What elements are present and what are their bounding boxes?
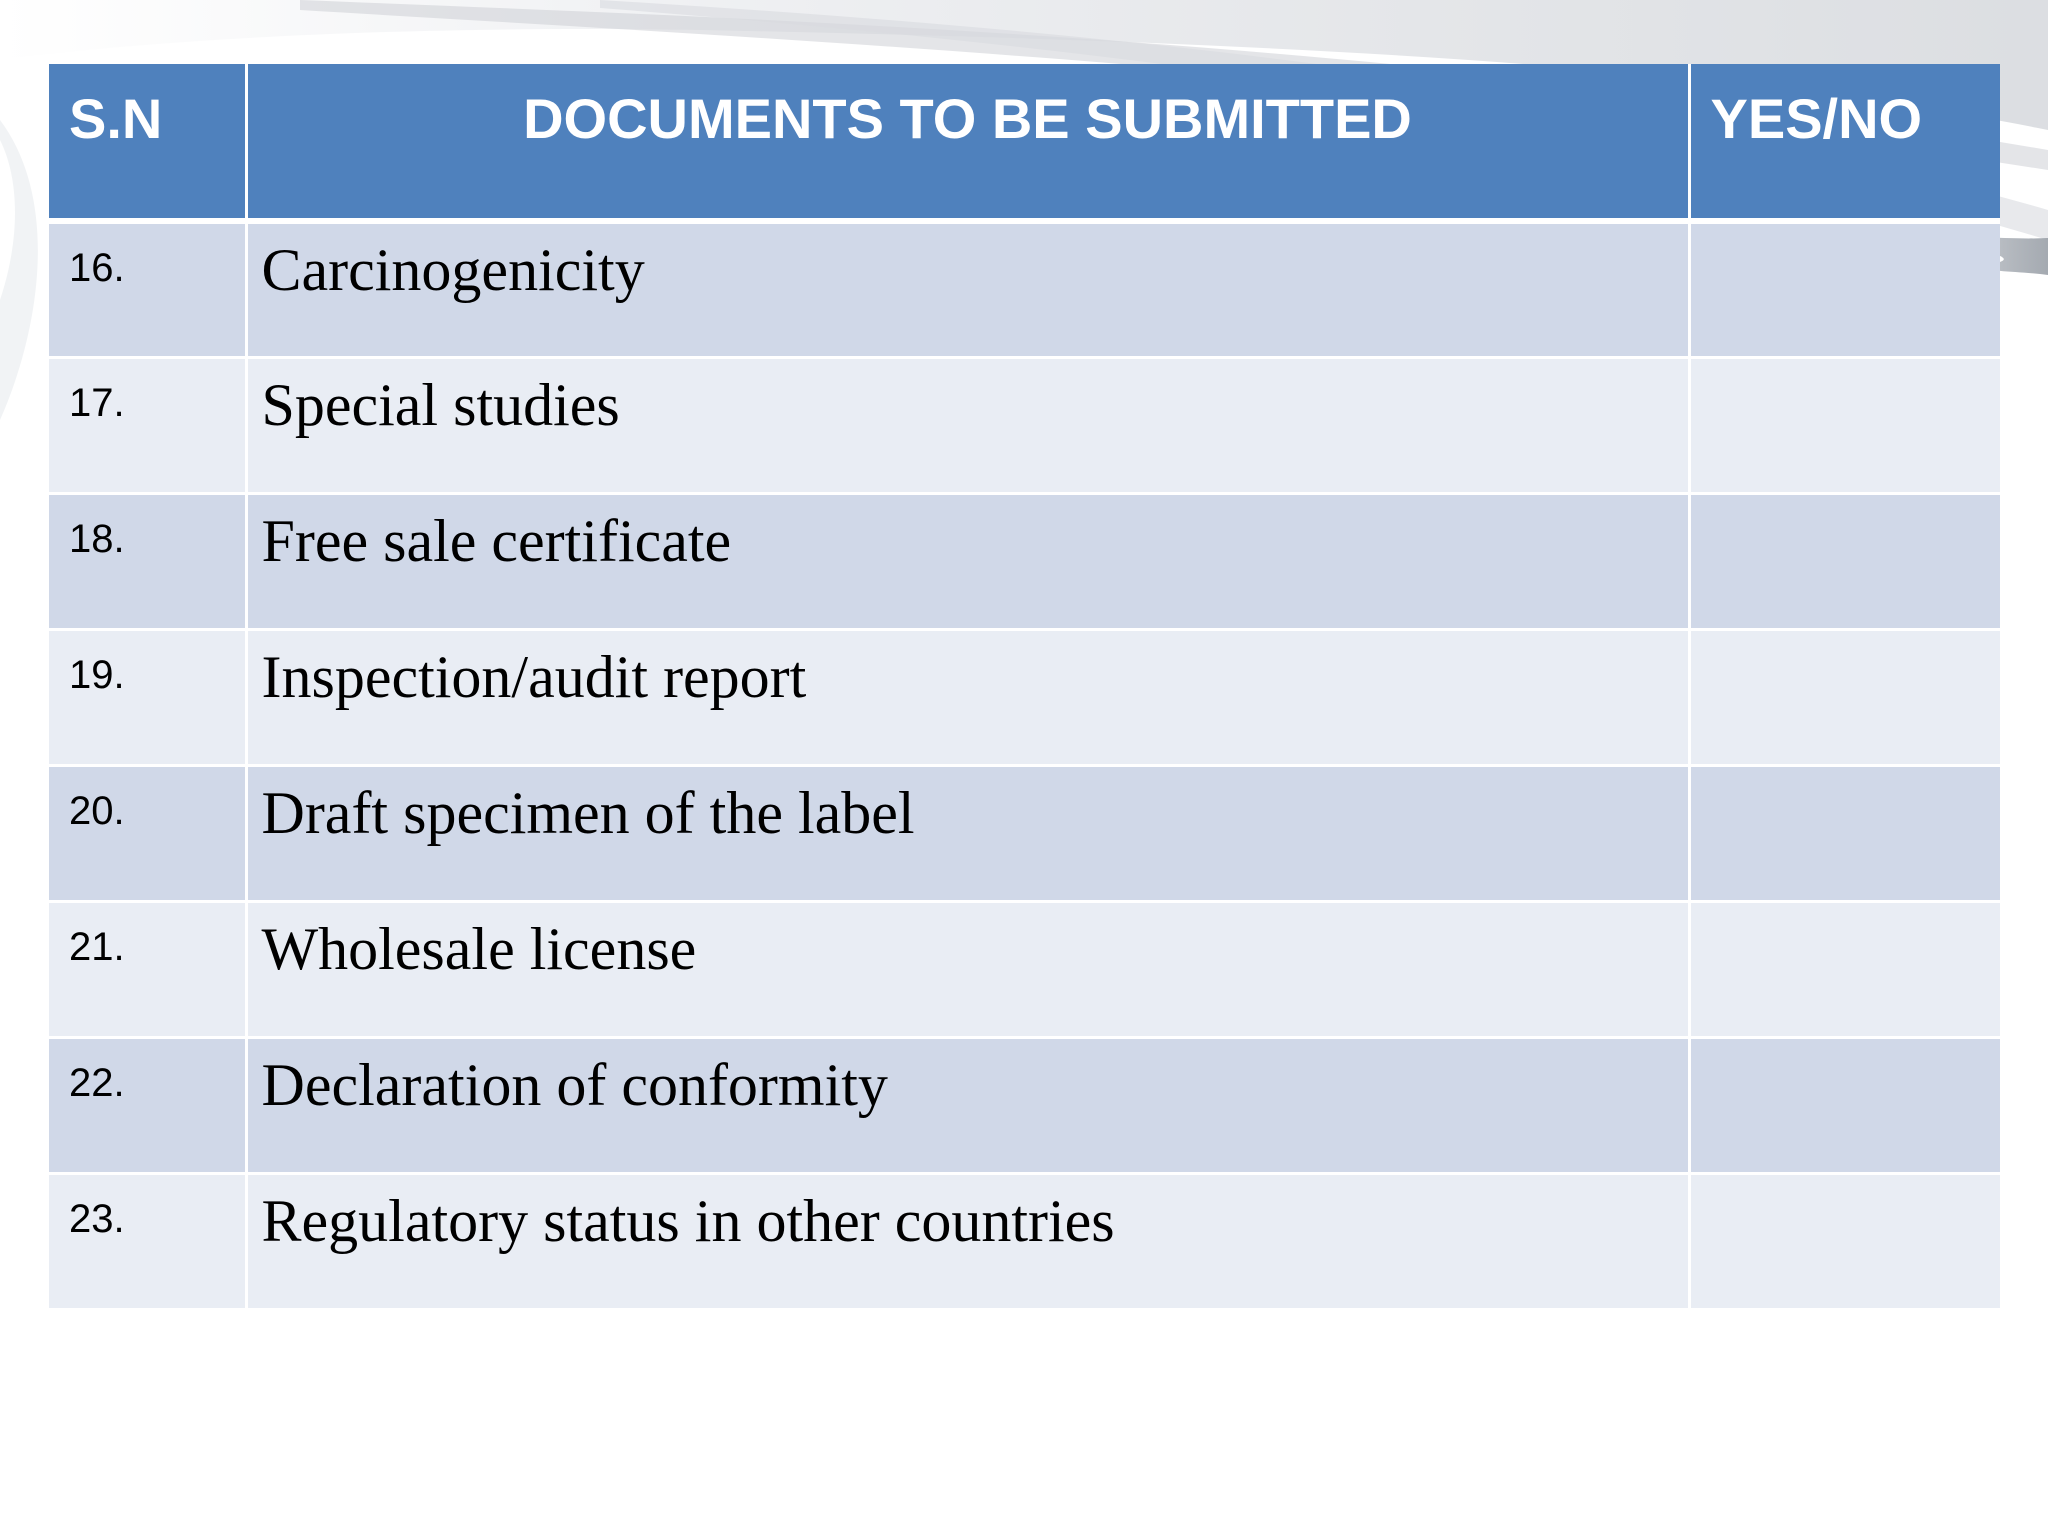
header-yes-no: YES/NO [1689, 64, 2000, 221]
row-serial-number: 16. [49, 221, 246, 357]
header-documents: DOCUMENTS TO BE SUBMITTED [246, 64, 1689, 221]
row-document-name: Special studies [246, 357, 1689, 493]
row-yes-no-cell[interactable] [1689, 1173, 2000, 1309]
row-document-name: Free sale certificate [246, 493, 1689, 629]
row-serial-number: 18. [49, 493, 246, 629]
documents-table [49, 64, 2000, 1311]
row-yes-no-cell[interactable] [1689, 1037, 2000, 1173]
row-serial-number: 23. [49, 1173, 246, 1309]
row-yes-no-cell[interactable] [1689, 357, 2000, 493]
row-yes-no-cell[interactable] [1689, 765, 2000, 901]
row-yes-no-cell[interactable] [1689, 629, 2000, 765]
row-yes-no-cell[interactable] [1689, 901, 2000, 1037]
table-row [49, 357, 2000, 493]
table-row [49, 629, 2000, 765]
table-row [49, 493, 2000, 629]
table-body [49, 221, 2000, 1309]
row-serial-number: 21. [49, 901, 246, 1037]
header-row [49, 64, 2000, 221]
table-row [49, 1037, 2000, 1173]
row-document-name: Declaration of conformity [246, 1037, 1689, 1173]
table-row [49, 1173, 2000, 1309]
row-serial-number: 20. [49, 765, 246, 901]
table-row [49, 221, 2000, 357]
table-row [49, 765, 2000, 901]
row-serial-number: 22. [49, 1037, 246, 1173]
table-row [49, 901, 2000, 1037]
header-sn: S.N [49, 64, 246, 221]
row-yes-no-cell[interactable] [1689, 221, 2000, 357]
row-serial-number: 17. [49, 357, 246, 493]
row-document-name: Carcinogenicity [246, 221, 1689, 357]
table-header [49, 64, 2000, 221]
row-document-name: Wholesale license [246, 901, 1689, 1037]
row-yes-no-cell[interactable] [1689, 493, 2000, 629]
row-serial-number: 19. [49, 629, 246, 765]
row-document-name: Draft specimen of the label [246, 765, 1689, 901]
row-document-name: Inspection/audit report [246, 629, 1689, 765]
row-document-name: Regulatory status in other countries [246, 1173, 1689, 1309]
